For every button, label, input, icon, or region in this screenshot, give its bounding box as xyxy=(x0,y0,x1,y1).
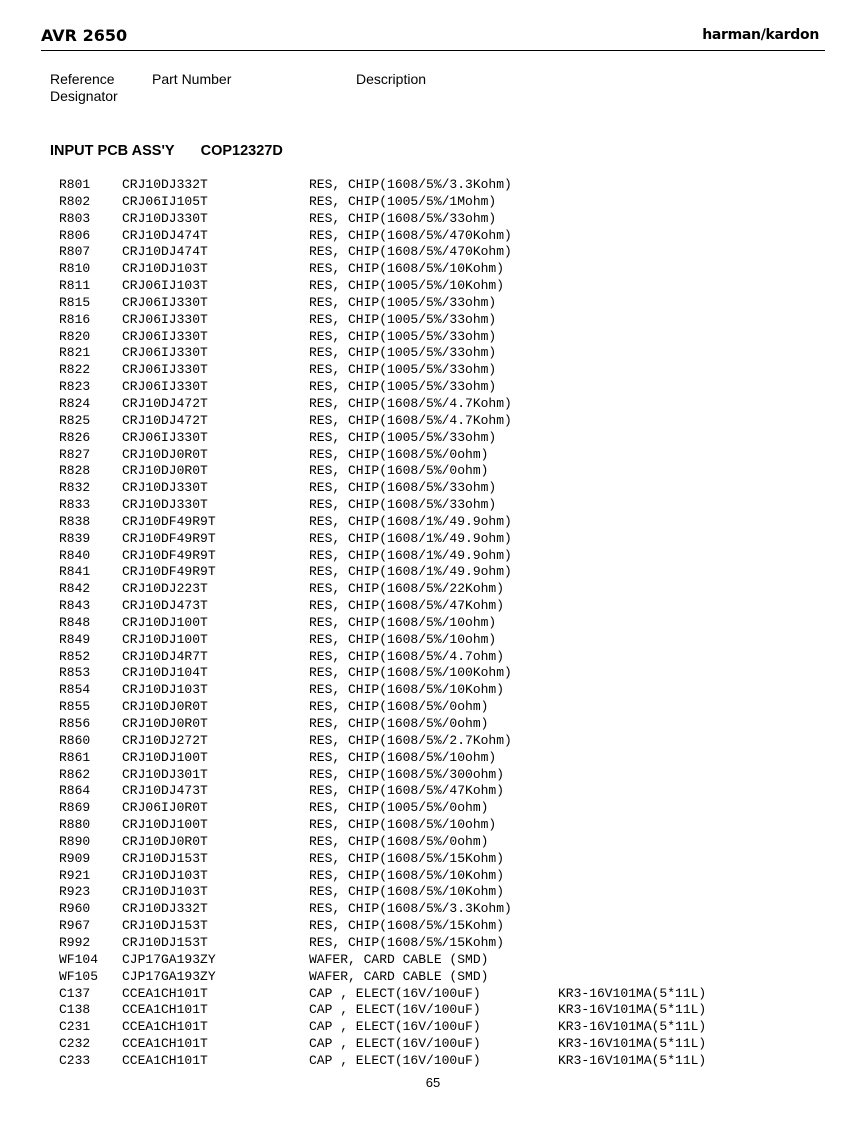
part-number-cell: CRJ06IJ103T xyxy=(122,278,208,294)
reference-designator-cell: R842 xyxy=(59,581,91,597)
part-note-cell: KR3-16V101MA(5*11L) xyxy=(558,1036,707,1052)
reference-designator-cell: R833 xyxy=(59,497,91,513)
table-row xyxy=(59,278,759,295)
section-title xyxy=(50,143,450,159)
description-cell: RES, CHIP(1608/5%/10ohm) xyxy=(309,631,497,647)
part-number-cell: CRJ10DJ100T xyxy=(122,631,208,647)
table-row xyxy=(59,244,759,261)
reference-designator-cell: R841 xyxy=(59,564,91,580)
part-number-cell: CRJ10DJ474T xyxy=(122,227,208,243)
part-number-cell: CRJ06IJ105T xyxy=(122,193,208,209)
part-number-cell: CRJ10DJ301T xyxy=(122,766,208,782)
table-row xyxy=(59,261,759,278)
reference-designator-cell: R826 xyxy=(59,429,91,445)
description-cell: RES, CHIP(1005/5%/33ohm) xyxy=(309,429,497,445)
description-cell: RES, CHIP(1608/5%/0ohm) xyxy=(309,699,489,715)
description-cell: RES, CHIP(1608/5%/15Kohm) xyxy=(309,850,505,866)
description-cell: RES, CHIP(1608/5%/100Kohm) xyxy=(309,665,512,681)
part-number-cell: CCEA1CH101T xyxy=(122,1052,208,1068)
reference-designator-cell: R960 xyxy=(59,901,91,917)
table-row xyxy=(59,329,759,346)
table-row xyxy=(59,632,759,649)
column-header-description: Description xyxy=(356,71,427,87)
table-row xyxy=(59,935,759,952)
table-row xyxy=(59,312,759,329)
part-number-cell: CRJ10DJ0R0T xyxy=(122,446,208,462)
description-cell: RES, CHIP(1608/5%/0ohm) xyxy=(309,833,489,849)
part-number-cell: CRJ10DJ0R0T xyxy=(122,463,208,479)
part-number-cell: CRJ10DJ330T xyxy=(122,497,208,513)
column-header-reference-designator: Reference Designator xyxy=(50,71,118,104)
table-row xyxy=(59,1053,759,1070)
description-cell: RES, CHIP(1608/5%/0ohm) xyxy=(309,446,489,462)
part-number-cell: CRJ10DF49R9T xyxy=(122,564,216,580)
table-row xyxy=(59,733,759,750)
reference-designator-cell: R921 xyxy=(59,867,91,883)
reference-designator-cell: R839 xyxy=(59,530,91,546)
table-row xyxy=(59,615,759,632)
part-number-cell: CRJ10DJ330T xyxy=(122,210,208,226)
part-number-cell: CRJ10DJ472T xyxy=(122,395,208,411)
part-number-cell: CCEA1CH101T xyxy=(122,985,208,1001)
part-number-cell: CRJ10DJ100T xyxy=(122,749,208,765)
section-name: INPUT PCB ASS'Y xyxy=(50,143,175,159)
description-cell: RES, CHIP(1608/5%/3.3Kohm) xyxy=(309,901,512,917)
reference-designator-cell: R807 xyxy=(59,244,91,260)
table-row xyxy=(59,817,759,834)
description-cell: RES, CHIP(1608/5%/10Kohm) xyxy=(309,867,505,883)
table-row xyxy=(59,430,759,447)
description-cell: CAP , ELECT(16V/100uF) xyxy=(309,985,481,1001)
description-cell: CAP , ELECT(16V/100uF) xyxy=(309,1036,481,1052)
description-cell: RES, CHIP(1005/5%/10Kohm) xyxy=(309,278,505,294)
reference-designator-cell: R862 xyxy=(59,766,91,782)
parts-list xyxy=(59,177,759,1070)
part-number-cell: CRJ10DJ0R0T xyxy=(122,716,208,731)
reference-designator-cell: R861 xyxy=(59,749,91,765)
description-cell: WAFER, CARD CABLE (SMD) xyxy=(309,968,489,984)
part-number-cell: CRJ10DJ0R0T xyxy=(122,699,208,715)
table-row xyxy=(59,581,759,598)
table-row xyxy=(59,194,759,211)
table-row xyxy=(59,767,759,784)
part-number-cell: CRJ10DJ330T xyxy=(122,480,208,496)
table-row xyxy=(59,598,759,615)
description-cell: RES, CHIP(1005/5%/0ohm) xyxy=(309,800,489,816)
part-number-cell: CRJ10DJ474T xyxy=(122,244,208,260)
part-number-cell: CCEA1CH101T xyxy=(122,1002,208,1018)
reference-designator-cell: WF104 xyxy=(59,951,99,967)
part-number-cell: CRJ10DJ473T xyxy=(122,598,208,614)
reference-designator-cell: R855 xyxy=(59,699,91,715)
description-cell: RES, CHIP(1005/5%/33ohm) xyxy=(309,362,497,378)
description-cell: CAP , ELECT(16V/100uF) xyxy=(309,1019,481,1035)
part-number-cell: CRJ10DJ103T xyxy=(122,884,208,900)
description-cell: RES, CHIP(1608/5%/47Kohm) xyxy=(309,783,505,799)
table-row xyxy=(59,884,759,901)
part-number-cell: CRJ10DJ100T xyxy=(122,614,208,630)
reference-designator-cell: R880 xyxy=(59,817,91,833)
part-note-cell: KR3-16V101MA(5*11L) xyxy=(558,1019,707,1035)
reference-designator-cell: C232 xyxy=(59,1036,91,1052)
reference-designator-cell: R860 xyxy=(59,732,91,748)
description-cell: RES, CHIP(1608/1%/49.9ohm) xyxy=(309,547,512,563)
part-number-cell: CRJ10DJ473T xyxy=(122,783,208,799)
part-number-cell: CRJ10DJ104T xyxy=(122,665,208,681)
part-number-cell: CRJ10DJ153T xyxy=(122,850,208,866)
reference-designator-cell: R849 xyxy=(59,631,91,647)
description-cell: RES, CHIP(1608/5%/4.7ohm) xyxy=(309,648,505,664)
reference-designator-cell: C138 xyxy=(59,1002,91,1018)
reference-designator-cell: R864 xyxy=(59,783,91,799)
description-cell: RES, CHIP(1608/5%/470Kohm) xyxy=(309,244,512,260)
description-cell: WAFER, CARD CABLE (SMD) xyxy=(309,951,489,967)
reference-designator-cell: R803 xyxy=(59,210,91,226)
table-row xyxy=(59,228,759,245)
part-number-cell: CRJ10DJ223T xyxy=(122,581,208,597)
table-row xyxy=(59,295,759,312)
description-cell: CAP , ELECT(16V/100uF) xyxy=(309,1052,481,1068)
description-cell: RES, CHIP(1005/5%/33ohm) xyxy=(309,379,497,395)
part-number-cell: CRJ10DJ0R0T xyxy=(122,833,208,849)
reference-designator-cell: C233 xyxy=(59,1052,91,1068)
description-cell: RES, CHIP(1608/5%/47Kohm) xyxy=(309,598,505,614)
reference-designator-cell: R967 xyxy=(59,918,91,934)
part-number-cell: CRJ10DJ332T xyxy=(122,901,208,917)
table-row xyxy=(59,649,759,666)
reference-designator-cell: C137 xyxy=(59,985,91,1001)
table-row xyxy=(59,548,759,565)
part-number-cell: CJP17GA193ZY xyxy=(122,951,216,967)
description-cell: RES, CHIP(1608/5%/3.3Kohm) xyxy=(309,177,512,192)
reference-designator-cell: R827 xyxy=(59,446,91,462)
table-row xyxy=(59,699,759,716)
table-row xyxy=(59,463,759,480)
part-number-cell: CRJ06IJ330T xyxy=(122,362,208,378)
description-cell: RES, CHIP(1608/5%/4.7Kohm) xyxy=(309,395,512,411)
part-number-cell: CRJ10DJ332T xyxy=(122,177,208,192)
table-row xyxy=(59,834,759,851)
reference-designator-cell: R838 xyxy=(59,513,91,529)
reference-designator-cell: C231 xyxy=(59,1019,91,1035)
part-number-cell: CRJ10DJ153T xyxy=(122,934,208,950)
description-cell: CAP , ELECT(16V/100uF) xyxy=(309,1002,481,1018)
reference-designator-cell: R992 xyxy=(59,934,91,950)
section-code: COP12327D xyxy=(200,143,283,159)
description-cell: RES, CHIP(1608/5%/2.7Kohm) xyxy=(309,732,512,748)
table-row xyxy=(59,531,759,548)
description-cell: RES, CHIP(1608/5%/300ohm) xyxy=(309,766,505,782)
page-number: 65 xyxy=(425,1075,441,1090)
part-number-cell: CRJ10DJ153T xyxy=(122,918,208,934)
part-number-cell: CRJ06IJ330T xyxy=(122,379,208,395)
table-row xyxy=(59,177,759,194)
reference-designator-cell: R816 xyxy=(59,311,91,327)
description-cell: RES, CHIP(1608/1%/49.9ohm) xyxy=(309,564,512,580)
column-header-part-number: Part Number xyxy=(152,71,232,87)
description-cell: RES, CHIP(1608/5%/0ohm) xyxy=(309,463,489,479)
description-cell: RES, CHIP(1608/5%/15Kohm) xyxy=(309,918,505,934)
table-row xyxy=(59,682,759,699)
description-cell: RES, CHIP(1608/5%/0ohm) xyxy=(309,716,489,731)
part-number-cell: CRJ06IJ330T xyxy=(122,311,208,327)
reference-designator-cell: R810 xyxy=(59,261,91,277)
part-number-cell: CRJ10DJ100T xyxy=(122,817,208,833)
table-row xyxy=(59,413,759,430)
reference-designator-cell: WF105 xyxy=(59,968,99,984)
part-number-cell: CRJ10DF49R9T xyxy=(122,530,216,546)
reference-designator-cell: R843 xyxy=(59,598,91,614)
table-row xyxy=(59,362,759,379)
part-note-cell: KR3-16V101MA(5*11L) xyxy=(558,985,707,1001)
brand-logo: harman/kardon xyxy=(702,27,819,43)
part-number-cell: CRJ10DJ272T xyxy=(122,732,208,748)
description-cell: RES, CHIP(1608/5%/10Kohm) xyxy=(309,261,505,277)
model-title: AVR 2650 xyxy=(41,26,128,45)
part-number-cell: CJP17GA193ZY xyxy=(122,968,216,984)
part-number-cell: CRJ10DJ103T xyxy=(122,867,208,883)
part-number-cell: CRJ06IJ330T xyxy=(122,345,208,361)
description-cell: RES, CHIP(1608/5%/4.7Kohm) xyxy=(309,412,512,428)
description-cell: RES, CHIP(1608/5%/10Kohm) xyxy=(309,682,505,698)
table-row xyxy=(59,564,759,581)
part-note-cell: KR3-16V101MA(5*11L) xyxy=(558,1002,707,1018)
reference-designator-cell: R856 xyxy=(59,716,91,731)
table-row xyxy=(59,868,759,885)
table-row xyxy=(59,211,759,228)
table-row xyxy=(59,800,759,817)
part-number-cell: CCEA1CH101T xyxy=(122,1019,208,1035)
part-number-cell: CRJ10DJ4R7T xyxy=(122,648,208,664)
part-number-cell: CRJ06IJ0R0T xyxy=(122,800,208,816)
reference-designator-cell: R840 xyxy=(59,547,91,563)
reference-designator-cell: R824 xyxy=(59,395,91,411)
reference-designator-cell: R854 xyxy=(59,682,91,698)
table-row xyxy=(59,447,759,464)
table-row xyxy=(59,379,759,396)
description-cell: RES, CHIP(1005/5%/1Mohm) xyxy=(309,193,497,209)
table-row xyxy=(59,952,759,969)
table-row xyxy=(59,986,759,1003)
reference-designator-cell: R825 xyxy=(59,412,91,428)
part-number-cell: CRJ06IJ330T xyxy=(122,328,208,344)
description-cell: RES, CHIP(1005/5%/33ohm) xyxy=(309,328,497,344)
reference-designator-cell: R822 xyxy=(59,362,91,378)
table-row xyxy=(59,665,759,682)
table-row xyxy=(59,750,759,767)
reference-designator-cell: R832 xyxy=(59,480,91,496)
description-cell: RES, CHIP(1608/5%/22Kohm) xyxy=(309,581,505,597)
part-number-cell: CRJ06IJ330T xyxy=(122,429,208,445)
description-cell: RES, CHIP(1608/5%/10ohm) xyxy=(309,749,497,765)
reference-designator-cell: R848 xyxy=(59,614,91,630)
table-row xyxy=(59,1036,759,1053)
table-row xyxy=(59,396,759,413)
description-cell: RES, CHIP(1608/5%/10ohm) xyxy=(309,817,497,833)
description-cell: RES, CHIP(1608/1%/49.9ohm) xyxy=(309,513,512,529)
description-cell: RES, CHIP(1608/5%/33ohm) xyxy=(309,210,497,226)
part-number-cell: CRJ10DF49R9T xyxy=(122,513,216,529)
reference-designator-cell: R806 xyxy=(59,227,91,243)
reference-designator-cell: R801 xyxy=(59,177,91,192)
reference-designator-cell: R853 xyxy=(59,665,91,681)
reference-designator-cell: R828 xyxy=(59,463,91,479)
reference-designator-cell: R811 xyxy=(59,278,91,294)
reference-designator-cell: R890 xyxy=(59,833,91,849)
table-row xyxy=(59,514,759,531)
reference-designator-cell: R852 xyxy=(59,648,91,664)
description-cell: RES, CHIP(1005/5%/33ohm) xyxy=(309,294,497,310)
part-number-cell: CRJ10DJ103T xyxy=(122,682,208,698)
reference-designator-cell: R815 xyxy=(59,294,91,310)
table-row xyxy=(59,345,759,362)
reference-designator-cell: R823 xyxy=(59,379,91,395)
table-row xyxy=(59,969,759,986)
table-row xyxy=(59,918,759,935)
table-row xyxy=(59,1019,759,1036)
description-cell: RES, CHIP(1608/5%/470Kohm) xyxy=(309,227,512,243)
reference-designator-cell: R820 xyxy=(59,328,91,344)
part-number-cell: CRJ10DF49R9T xyxy=(122,547,216,563)
page-header xyxy=(41,26,825,51)
reference-designator-cell: R802 xyxy=(59,193,91,209)
table-row xyxy=(59,716,759,733)
description-cell: RES, CHIP(1608/5%/10ohm) xyxy=(309,614,497,630)
description-cell: RES, CHIP(1608/5%/10Kohm) xyxy=(309,884,505,900)
description-cell: RES, CHIP(1608/5%/33ohm) xyxy=(309,480,497,496)
reference-designator-cell: R923 xyxy=(59,884,91,900)
description-cell: RES, CHIP(1005/5%/33ohm) xyxy=(309,345,497,361)
description-cell: RES, CHIP(1608/5%/15Kohm) xyxy=(309,934,505,950)
reference-designator-cell: R821 xyxy=(59,345,91,361)
part-number-cell: CRJ10DJ103T xyxy=(122,261,208,277)
part-note-cell: KR3-16V101MA(5*11L) xyxy=(558,1052,707,1068)
part-number-cell: CRJ06IJ330T xyxy=(122,294,208,310)
description-cell: RES, CHIP(1005/5%/33ohm) xyxy=(309,311,497,327)
table-row xyxy=(59,480,759,497)
table-row xyxy=(59,851,759,868)
table-row xyxy=(59,497,759,514)
table-row xyxy=(59,1002,759,1019)
part-number-cell: CRJ10DJ472T xyxy=(122,412,208,428)
reference-designator-cell: R869 xyxy=(59,800,91,816)
reference-designator-cell: R909 xyxy=(59,850,91,866)
description-cell: RES, CHIP(1608/5%/33ohm) xyxy=(309,497,497,513)
part-number-cell: CCEA1CH101T xyxy=(122,1036,208,1052)
table-row xyxy=(59,901,759,918)
description-cell: RES, CHIP(1608/1%/49.9ohm) xyxy=(309,530,512,546)
table-row xyxy=(59,783,759,800)
